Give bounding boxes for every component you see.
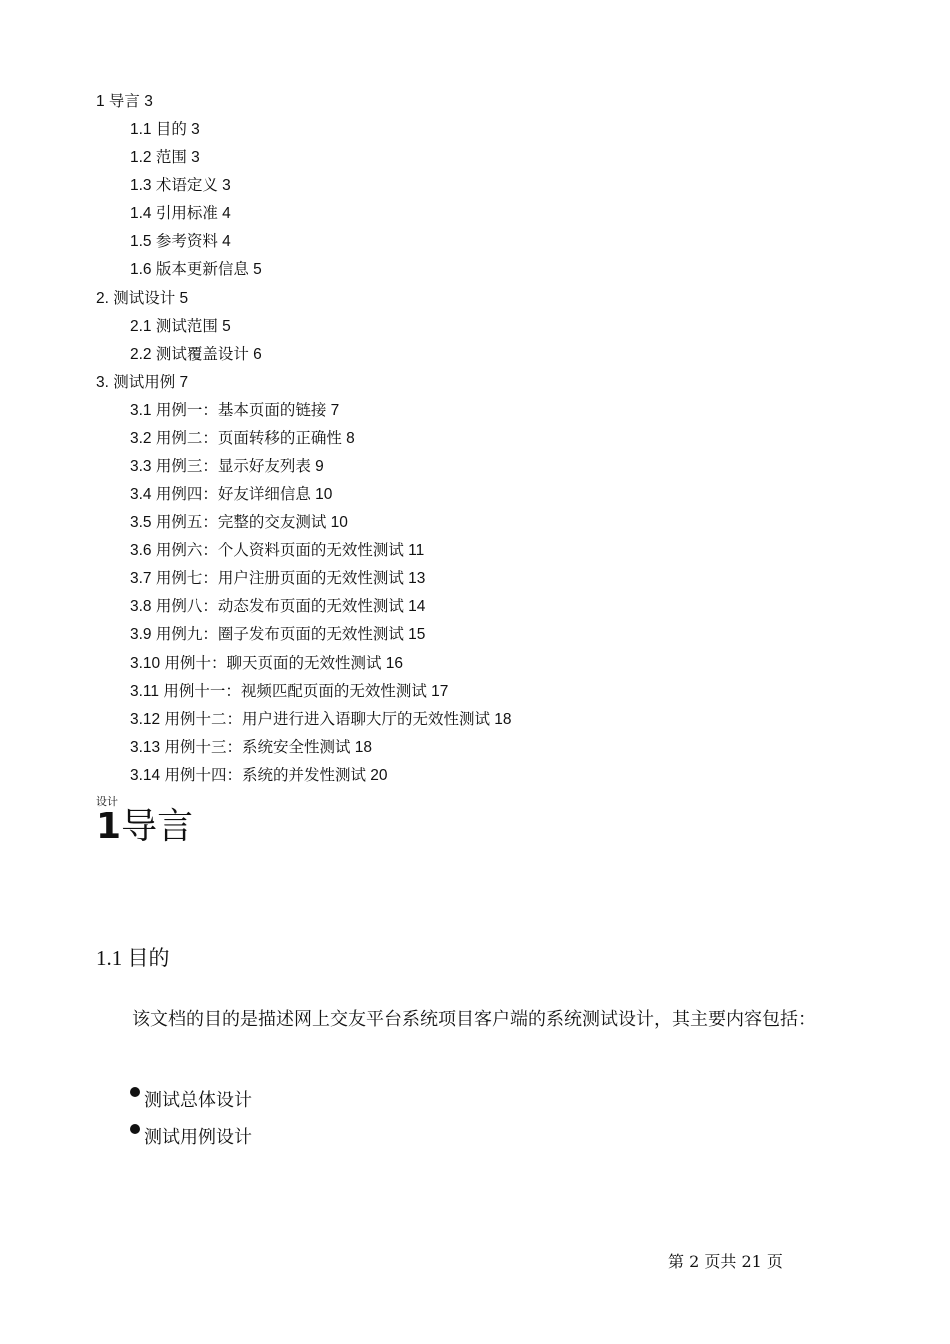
bullet-item (130, 1082, 252, 1119)
toc-entry[interactable]: 2.2 测试覆盖设计 6 (130, 345, 262, 363)
toc-entry[interactable]: 3.11 用例十一：视频匹配页面的无效性测试 17 (130, 682, 449, 700)
toc-entry[interactable]: 3.1 用例一：基本页面的链接 7 (130, 401, 340, 419)
toc-entry[interactable]: 1.3 术语定义 3 (130, 177, 231, 195)
table-of-contents (0, 88, 950, 790)
toc-entry[interactable]: 3.6 用例六：个人资料页面的无效性测试 11 (130, 542, 425, 560)
toc-entry[interactable]: 3.7 用例七：用户注册页面的无效性测试 13 (130, 570, 426, 588)
toc-entry[interactable]: 3.5 用例五：完整的交友测试 10 (130, 514, 348, 532)
bullet-text: 测试用例设计 (144, 1127, 252, 1148)
bullet-dot-icon (130, 1124, 140, 1134)
bullet-item (130, 1119, 252, 1156)
page-footer: 第 2 页共 21 页 (668, 1252, 783, 1271)
toc-entry[interactable]: 3.3 用例三：显示好友列表 9 (130, 458, 324, 476)
toc-entry[interactable]: 3.13 用例十三：系统安全性测试 18 (130, 738, 373, 756)
toc-entry[interactable]: 3. 测试用例 7 (96, 373, 189, 391)
toc-entry[interactable]: 3.10 用例十：聊天页面的无效性测试 16 (130, 654, 404, 672)
section-heading: 1.1 目的 (96, 946, 170, 970)
body-paragraph: 该文档的目的是描述网上交友平台系统项目客户端的系统测试设计，其主要内容包括： (132, 1009, 816, 1030)
toc-entry[interactable]: 1.6 版本更新信息 5 (130, 261, 262, 279)
toc-entry[interactable]: 2.1 测试范围 5 (130, 317, 231, 335)
toc-entry[interactable]: 3.14 用例十四：系统的并发性测试 20 (130, 766, 388, 784)
toc-entry[interactable]: 2. 测试设计 5 (96, 289, 189, 307)
toc-entry[interactable]: 3.2 用例二：页面转移的正确性 8 (130, 429, 355, 447)
toc-entry[interactable]: 1.4 引用标准 4 (130, 205, 231, 223)
toc-entry[interactable]: 1.5 参考资料 4 (130, 233, 231, 251)
chapter-heading (96, 800, 193, 854)
chapter-title: 导言 (121, 806, 194, 847)
toc-entry[interactable]: 3.12 用例十二：用户进行进入语聊大厅的无效性测试 18 (130, 710, 512, 728)
toc-entry[interactable]: 1 导言 3 (96, 93, 153, 110)
toc-entry[interactable]: 1.2 范围 3 (130, 149, 200, 167)
bullet-text: 测试总体设计 (144, 1090, 252, 1111)
toc-entry[interactable]: 3.8 用例八：动态发布页面的无效性测试 14 (130, 598, 426, 616)
bullet-dot-icon (130, 1087, 140, 1097)
toc-entry[interactable]: 3.4 用例四：好友详细信息 10 (130, 486, 333, 504)
toc-entry[interactable]: 1.1 目的 3 (130, 121, 200, 139)
bullet-list (130, 1082, 252, 1156)
header-fragment-label: 设计 (96, 796, 118, 808)
chapter-number: 1 (96, 806, 122, 847)
toc-entry[interactable]: 3.9 用例九：圈子发布页面的无效性测试 15 (130, 626, 426, 644)
